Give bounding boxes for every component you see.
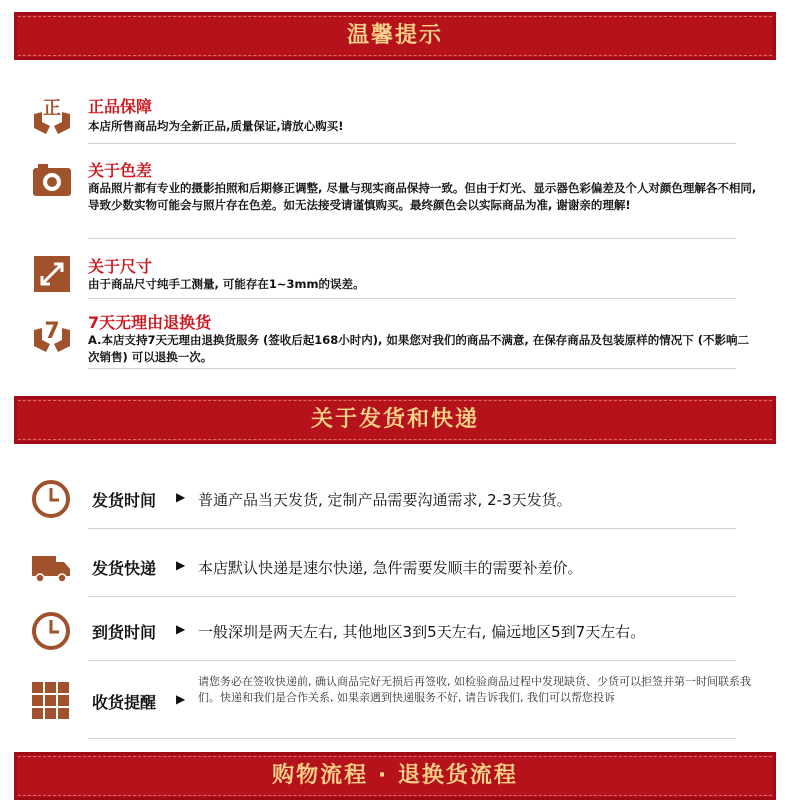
divider bbox=[88, 298, 736, 299]
process-banner-title: 购物流程 · 退换货流程 bbox=[272, 763, 518, 788]
notice-title: 关于色差 bbox=[88, 161, 153, 180]
notice-body: 商品照片都有专业的摄影拍照和后期修正调整, 尽量与现实商品保持一致。但由于灯光、显示器色彩偏差及个人对颜色理解各不相同, 导致少数实物可能会与照片存在色差。如无法接受请谨慎购买。最终颜色会以实际商品为准, 谢谢亲的理解! bbox=[88, 181, 757, 212]
notice-body: 本店所售商品均为全新正品,质量保证,请放心购买! bbox=[88, 119, 344, 133]
ship-label: 到货时间 bbox=[92, 623, 157, 642]
divider bbox=[88, 596, 736, 597]
notice-banner-title: 温馨提示 bbox=[346, 23, 443, 48]
notice-return bbox=[30, 308, 760, 364]
notice-body: A.本店支持7天无理由退换货服务 (签收后起168小时内), 如果您对我们的商品不满意, 在保存商品及包装原样的情况下 (不影响二次销售) 可以退换一次。 bbox=[88, 333, 750, 364]
arrow-icon: ▶ bbox=[176, 622, 186, 636]
camera-icon bbox=[30, 158, 74, 202]
notice-title: 正品保障 bbox=[88, 97, 153, 116]
notice-title: 7天无理由退换货 bbox=[88, 313, 212, 332]
grid-icon bbox=[30, 680, 72, 722]
process-banner bbox=[14, 752, 776, 800]
ship-row-courier bbox=[30, 542, 770, 590]
shipping-banner bbox=[14, 396, 776, 444]
ship-label: 发货快递 bbox=[92, 559, 157, 578]
divider bbox=[88, 368, 736, 369]
clock-icon bbox=[30, 478, 72, 520]
ship-row-dispatch-time bbox=[30, 474, 770, 522]
clock-icon bbox=[30, 610, 72, 652]
seven-day-icon bbox=[30, 310, 74, 354]
shipping-banner-title: 关于发货和快递 bbox=[310, 407, 479, 432]
notice-genuine bbox=[30, 92, 760, 138]
notice-size bbox=[30, 252, 760, 298]
svg-text:正: 正 bbox=[43, 98, 61, 119]
notice-banner bbox=[14, 12, 776, 60]
arrow-icon: ▶ bbox=[176, 692, 186, 706]
ship-text: 请您务必在签收快递前, 确认商品完好无损后再签收, 如检验商品过程中发现缺货、少货可以拒签并第一时间联系我们。快递和我们是合作关系, 如果亲遇到快递服务不好, 请告诉我们, 我们可以帮您投诉 bbox=[198, 675, 751, 704]
ship-label: 收货提醒 bbox=[92, 693, 157, 712]
arrow-icon: ▶ bbox=[176, 558, 186, 572]
divider bbox=[88, 660, 736, 661]
divider bbox=[88, 143, 736, 144]
notice-color bbox=[30, 156, 760, 236]
notice-title: 关于尺寸 bbox=[88, 257, 153, 276]
truck-icon bbox=[30, 546, 72, 588]
divider bbox=[88, 738, 736, 739]
genuine-icon bbox=[30, 92, 74, 136]
ship-label: 发货时间 bbox=[92, 491, 157, 510]
notice-body: 由于商品尺寸纯手工测量, 可能存在1~3mm的误差。 bbox=[88, 277, 365, 291]
ship-row-arrival-time bbox=[30, 606, 770, 654]
ship-text: 一般深圳是两天左右, 其他地区3到5天左右, 偏远地区5到7天左右。 bbox=[198, 623, 646, 641]
ruler-icon bbox=[30, 252, 74, 296]
svg-text:7: 7 bbox=[44, 319, 60, 344]
divider bbox=[88, 238, 736, 239]
divider bbox=[88, 528, 736, 529]
ship-row-receipt-reminder bbox=[30, 672, 770, 728]
ship-text: 普通产品当天发货, 定制产品需要沟通需求, 2-3天发货。 bbox=[198, 491, 572, 509]
ship-text: 本店默认快递是速尔快递, 急件需要发顺丰的需要补差价。 bbox=[198, 559, 583, 577]
arrow-icon: ▶ bbox=[176, 490, 186, 504]
